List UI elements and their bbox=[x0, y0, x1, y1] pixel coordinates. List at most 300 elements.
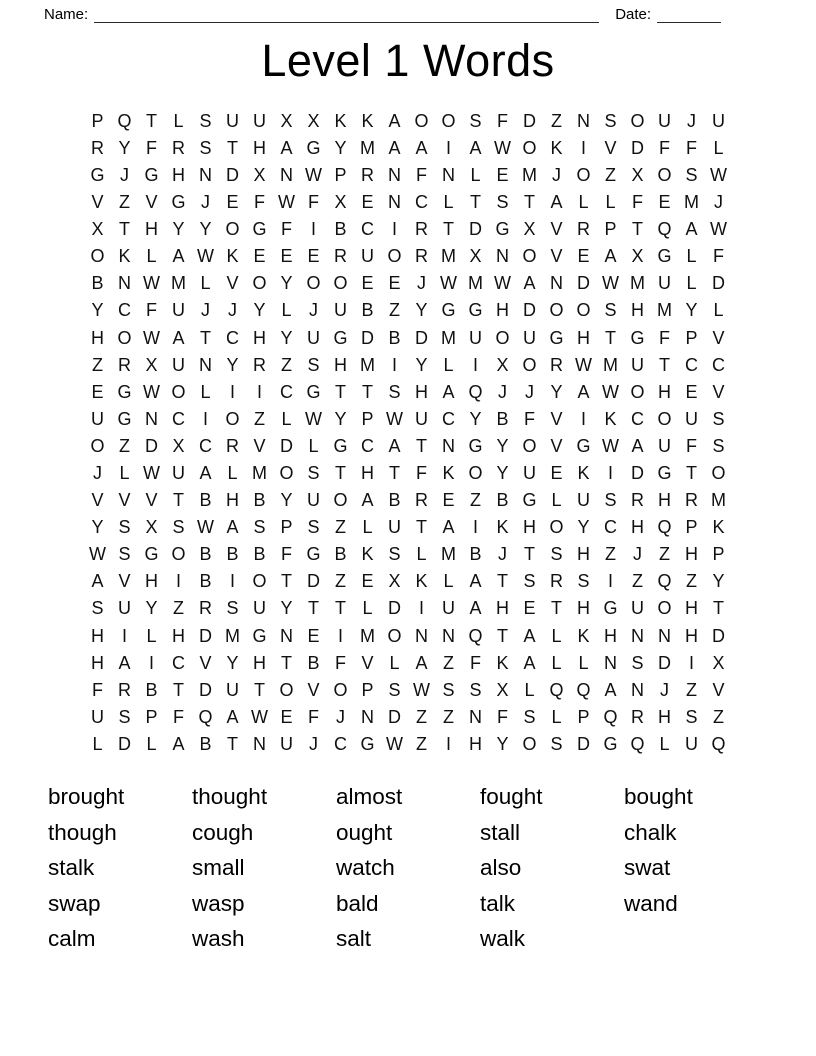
grid-letter: L bbox=[443, 571, 454, 592]
grid-letter: L bbox=[524, 679, 535, 700]
grid-letter: A bbox=[442, 517, 455, 538]
grid-letter: T bbox=[632, 219, 643, 240]
word-item: also bbox=[480, 855, 522, 881]
grid-letter: A bbox=[388, 435, 401, 456]
grid-letter: S bbox=[307, 517, 320, 538]
grid-letter: J bbox=[417, 273, 426, 294]
grid-letter: S bbox=[604, 110, 617, 131]
word-list-column bbox=[48, 779, 192, 957]
grid-letter: W bbox=[143, 327, 160, 348]
grid-letter: A bbox=[361, 490, 374, 511]
grid-letter: I bbox=[418, 598, 424, 619]
grid-letter: Z bbox=[659, 544, 670, 565]
grid-letter: H bbox=[523, 517, 536, 538]
word-item: bought bbox=[624, 784, 693, 809]
grid-letter: L bbox=[281, 408, 292, 429]
grid-letter: H bbox=[91, 327, 104, 348]
grid-letter: Y bbox=[226, 652, 239, 673]
grid-letter: X bbox=[496, 679, 509, 700]
grid-letter: I bbox=[472, 517, 478, 538]
grid-letter: O bbox=[630, 381, 645, 402]
grid-letter: N bbox=[577, 110, 590, 131]
grid-letter: U bbox=[172, 354, 185, 375]
grid-letter: H bbox=[253, 652, 266, 673]
grid-letter: T bbox=[524, 544, 535, 565]
grid-letter: A bbox=[523, 625, 536, 646]
grid-letter: E bbox=[226, 192, 239, 213]
grid-letter: T bbox=[416, 517, 427, 538]
grid-letter: G bbox=[306, 137, 321, 158]
grid-letter: P bbox=[145, 706, 158, 727]
grid-letter: W bbox=[251, 706, 268, 727]
grid-letter: H bbox=[145, 219, 158, 240]
grid-letter: A bbox=[415, 652, 428, 673]
date-fill-line bbox=[657, 6, 721, 23]
word-list bbox=[48, 779, 816, 957]
grid-letter: S bbox=[388, 679, 401, 700]
grid-letter: L bbox=[362, 517, 373, 538]
grid-letter: X bbox=[523, 219, 536, 240]
word-item: brought bbox=[48, 784, 125, 809]
grid-letter: Z bbox=[119, 192, 130, 213]
grid-letter: U bbox=[253, 598, 266, 619]
word-item: almost bbox=[336, 784, 403, 809]
grid-letter: N bbox=[118, 273, 131, 294]
grid-letter: K bbox=[442, 463, 455, 484]
grid-letter: D bbox=[199, 679, 212, 700]
grid-letter: K bbox=[361, 110, 374, 131]
word-item: bald bbox=[336, 890, 379, 916]
grid-letter: U bbox=[172, 463, 185, 484]
grid-letter: Q bbox=[630, 733, 645, 754]
grid-letter: D bbox=[145, 435, 158, 456]
grid-letter: G bbox=[117, 381, 132, 402]
grid-letter: E bbox=[550, 463, 563, 484]
grid-letter: D bbox=[631, 463, 644, 484]
grid-letter: G bbox=[333, 435, 348, 456]
grid-letter: R bbox=[226, 435, 239, 456]
grid-letter: Y bbox=[496, 733, 509, 754]
word-list-column bbox=[192, 779, 336, 957]
grid-letter: N bbox=[442, 625, 455, 646]
grid-letter: Z bbox=[443, 706, 454, 727]
grid-letter: H bbox=[496, 300, 509, 321]
grid-letter: R bbox=[91, 137, 104, 158]
grid-letter: Q bbox=[117, 110, 132, 131]
grid-letter: X bbox=[280, 110, 293, 131]
word-search-grid bbox=[84, 108, 732, 758]
grid-letter: G bbox=[468, 435, 483, 456]
grid-letter: Q bbox=[198, 706, 213, 727]
grid-letter: P bbox=[604, 219, 617, 240]
grid-letter: I bbox=[175, 571, 181, 592]
grid-letter: R bbox=[415, 246, 428, 267]
grid-letter: M bbox=[657, 300, 672, 321]
grid-letter: D bbox=[631, 137, 644, 158]
grid-letter: U bbox=[91, 408, 104, 429]
grid-letter: G bbox=[522, 490, 537, 511]
grid-letter: S bbox=[604, 300, 617, 321]
grid-letter: U bbox=[469, 327, 482, 348]
grid-letter: N bbox=[442, 435, 455, 456]
grid-letter: O bbox=[576, 164, 591, 185]
grid-letter: L bbox=[416, 544, 427, 565]
grid-letter: G bbox=[90, 164, 105, 185]
grid-letter: I bbox=[337, 625, 343, 646]
grid-letter: S bbox=[118, 706, 131, 727]
grid-letter: L bbox=[146, 246, 157, 267]
grid-letter: T bbox=[335, 463, 346, 484]
grid-letter: A bbox=[550, 192, 563, 213]
grid-letter: T bbox=[173, 490, 184, 511]
grid-letter: Y bbox=[334, 137, 347, 158]
header-row bbox=[0, 0, 816, 23]
grid-letter: E bbox=[361, 192, 374, 213]
grid-letter: R bbox=[361, 164, 374, 185]
grid-letter: F bbox=[632, 192, 643, 213]
grid-letter: U bbox=[658, 110, 671, 131]
grid-letter: K bbox=[334, 110, 347, 131]
grid-letter: Z bbox=[335, 571, 346, 592]
grid-letter: E bbox=[523, 598, 536, 619]
grid-letter: Y bbox=[145, 598, 158, 619]
grid-letter: D bbox=[415, 327, 428, 348]
grid-letter: S bbox=[307, 463, 320, 484]
grid-letter: P bbox=[577, 706, 590, 727]
grid-letter: O bbox=[171, 544, 186, 565]
grid-letter: G bbox=[360, 733, 375, 754]
word-item: fought bbox=[480, 784, 543, 809]
grid-letter: V bbox=[361, 652, 374, 673]
grid-letter: S bbox=[685, 706, 698, 727]
grid-letter: I bbox=[607, 463, 613, 484]
grid-letter: Y bbox=[280, 273, 293, 294]
grid-letter: G bbox=[252, 625, 267, 646]
grid-letter: L bbox=[200, 381, 211, 402]
grid-letter: T bbox=[200, 327, 211, 348]
grid-letter: M bbox=[684, 192, 699, 213]
grid-letter: N bbox=[388, 192, 401, 213]
grid-letter: B bbox=[145, 679, 158, 700]
grid-letter: T bbox=[281, 652, 292, 673]
grid-letter: W bbox=[494, 137, 511, 158]
grid-letter: X bbox=[631, 164, 644, 185]
grid-letter: A bbox=[226, 706, 239, 727]
grid-letter: L bbox=[92, 733, 103, 754]
grid-letter: U bbox=[307, 327, 320, 348]
word-item: watch bbox=[336, 855, 395, 881]
grid-letter: G bbox=[549, 327, 564, 348]
word-item: thought bbox=[192, 784, 268, 809]
grid-letter: O bbox=[171, 381, 186, 402]
grid-letter: S bbox=[523, 706, 536, 727]
grid-letter: G bbox=[657, 463, 672, 484]
grid-letter: A bbox=[226, 517, 239, 538]
grid-letter: I bbox=[229, 571, 235, 592]
grid-letter: U bbox=[307, 490, 320, 511]
grid-letter: Y bbox=[685, 300, 698, 321]
grid-letter: S bbox=[442, 679, 455, 700]
grid-letter: Z bbox=[605, 164, 616, 185]
grid-letter: R bbox=[172, 137, 185, 158]
grid-letter: B bbox=[496, 490, 509, 511]
grid-letter: T bbox=[389, 463, 400, 484]
grid-letter: T bbox=[605, 327, 616, 348]
word-item: though bbox=[48, 819, 117, 845]
grid-letter: R bbox=[631, 706, 644, 727]
grid-letter: L bbox=[686, 246, 697, 267]
grid-letter: H bbox=[415, 381, 428, 402]
grid-letter: R bbox=[415, 219, 428, 240]
grid-letter: N bbox=[469, 706, 482, 727]
grid-letter: Z bbox=[92, 354, 103, 375]
grid-letter: W bbox=[413, 679, 430, 700]
grid-letter: O bbox=[387, 246, 402, 267]
grid-letter: S bbox=[118, 544, 131, 565]
grid-letter: L bbox=[578, 652, 589, 673]
grid-letter: O bbox=[549, 517, 564, 538]
grid-letter: O bbox=[225, 408, 240, 429]
word-item: cough bbox=[192, 819, 254, 845]
grid-letter: H bbox=[226, 490, 239, 511]
grid-letter: R bbox=[334, 246, 347, 267]
grid-letter: B bbox=[199, 571, 212, 592]
grid-letter: B bbox=[334, 219, 347, 240]
grid-letter: H bbox=[172, 625, 185, 646]
grid-letter: A bbox=[523, 273, 536, 294]
grid-letter: Y bbox=[199, 219, 212, 240]
grid-letter: A bbox=[577, 381, 590, 402]
grid-letter: C bbox=[361, 219, 374, 240]
grid-letter: H bbox=[577, 327, 590, 348]
word-list-column bbox=[480, 779, 624, 957]
grid-letter: D bbox=[280, 435, 293, 456]
grid-letter: J bbox=[498, 544, 507, 565]
grid-letter: A bbox=[469, 571, 482, 592]
grid-letter: V bbox=[145, 490, 158, 511]
grid-letter: A bbox=[604, 246, 617, 267]
grid-letter: W bbox=[602, 273, 619, 294]
grid-letter: J bbox=[498, 381, 507, 402]
grid-letter: F bbox=[92, 679, 103, 700]
grid-letter: O bbox=[279, 679, 294, 700]
grid-letter: F bbox=[308, 192, 319, 213]
grid-letter: P bbox=[361, 408, 374, 429]
grid-letter: U bbox=[118, 598, 131, 619]
grid-letter: I bbox=[688, 652, 694, 673]
grid-letter: H bbox=[496, 598, 509, 619]
grid-letter: Z bbox=[470, 490, 481, 511]
grid-letter: K bbox=[496, 517, 509, 538]
grid-letter: L bbox=[686, 273, 697, 294]
grid-letter: Z bbox=[281, 354, 292, 375]
grid-letter: N bbox=[280, 164, 293, 185]
grid-letter: T bbox=[335, 598, 346, 619]
grid-letter: I bbox=[148, 652, 154, 673]
grid-letter: Z bbox=[335, 517, 346, 538]
grid-letter: T bbox=[713, 598, 724, 619]
grid-letter: A bbox=[523, 652, 536, 673]
grid-letter: H bbox=[685, 598, 698, 619]
grid-letter: X bbox=[334, 192, 347, 213]
grid-letter: P bbox=[685, 517, 698, 538]
grid-letter: E bbox=[388, 273, 401, 294]
grid-letter: H bbox=[469, 733, 482, 754]
grid-letter: A bbox=[172, 246, 185, 267]
grid-letter: I bbox=[121, 625, 127, 646]
grid-letter: Y bbox=[280, 327, 293, 348]
grid-letter: Z bbox=[632, 571, 643, 592]
grid-letter: L bbox=[146, 733, 157, 754]
grid-letter: M bbox=[630, 273, 645, 294]
grid-letter: M bbox=[225, 625, 240, 646]
grid-letter: R bbox=[118, 679, 131, 700]
grid-letter: N bbox=[415, 625, 428, 646]
grid-letter: J bbox=[525, 381, 534, 402]
grid-letter: S bbox=[631, 652, 644, 673]
grid-letter: Y bbox=[577, 517, 590, 538]
grid-letter: J bbox=[309, 300, 318, 321]
grid-letter: V bbox=[91, 192, 104, 213]
grid-letter: K bbox=[496, 652, 509, 673]
grid-letter: V bbox=[550, 408, 563, 429]
word-list-column bbox=[336, 779, 480, 957]
word-list-column bbox=[624, 779, 768, 957]
grid-letter: S bbox=[550, 733, 563, 754]
grid-letter: N bbox=[361, 706, 374, 727]
grid-letter: A bbox=[388, 110, 401, 131]
grid-letter: I bbox=[580, 408, 586, 429]
grid-letter: G bbox=[306, 544, 321, 565]
grid-letter: O bbox=[252, 571, 267, 592]
grid-letter: H bbox=[334, 354, 347, 375]
grid-letter: F bbox=[713, 246, 724, 267]
word-item: wand bbox=[624, 890, 678, 916]
grid-letter: D bbox=[388, 706, 401, 727]
grid-letter: G bbox=[630, 327, 645, 348]
word-item: wasp bbox=[192, 890, 245, 916]
grid-letter: S bbox=[199, 110, 212, 131]
grid-letter: S bbox=[388, 381, 401, 402]
grid-letter: O bbox=[225, 219, 240, 240]
grid-letter: Q bbox=[603, 706, 618, 727]
grid-letter: L bbox=[200, 273, 211, 294]
grid-letter: E bbox=[307, 625, 320, 646]
grid-letter: S bbox=[253, 517, 266, 538]
grid-letter: V bbox=[145, 192, 158, 213]
grid-letter: A bbox=[631, 435, 644, 456]
grid-letter: K bbox=[604, 408, 617, 429]
word-item: ought bbox=[336, 819, 393, 845]
grid-letter: O bbox=[522, 435, 537, 456]
grid-letter: Q bbox=[549, 679, 564, 700]
grid-letter: T bbox=[173, 679, 184, 700]
grid-letter: B bbox=[91, 273, 104, 294]
grid-letter: T bbox=[227, 733, 238, 754]
grid-letter: S bbox=[226, 598, 239, 619]
grid-letter: P bbox=[334, 164, 347, 185]
grid-letter: Y bbox=[469, 408, 482, 429]
grid-letter: L bbox=[551, 706, 562, 727]
grid-letter: V bbox=[604, 137, 617, 158]
grid-letter: E bbox=[442, 490, 455, 511]
grid-letter: P bbox=[280, 517, 293, 538]
grid-letter: N bbox=[145, 408, 158, 429]
grid-letter: L bbox=[146, 625, 157, 646]
grid-letter: O bbox=[522, 137, 537, 158]
grid-letter: G bbox=[306, 381, 321, 402]
grid-letter: X bbox=[145, 354, 158, 375]
grid-letter: K bbox=[577, 463, 590, 484]
grid-letter: V bbox=[712, 381, 725, 402]
grid-letter: O bbox=[333, 273, 348, 294]
grid-letter: I bbox=[202, 408, 208, 429]
grid-letter: J bbox=[660, 679, 669, 700]
grid-letter: H bbox=[658, 490, 671, 511]
grid-letter: Y bbox=[253, 300, 266, 321]
grid-letter: H bbox=[658, 381, 671, 402]
grid-letter: M bbox=[603, 354, 618, 375]
grid-letter: O bbox=[630, 110, 645, 131]
grid-letter: D bbox=[523, 300, 536, 321]
grid-letter: C bbox=[199, 435, 212, 456]
grid-letter: D bbox=[118, 733, 131, 754]
grid-letter: M bbox=[171, 273, 186, 294]
grid-letter: H bbox=[253, 327, 266, 348]
grid-letter: G bbox=[468, 300, 483, 321]
grid-letter: W bbox=[197, 246, 214, 267]
grid-letter: M bbox=[360, 354, 375, 375]
grid-letter: R bbox=[550, 571, 563, 592]
grid-letter: K bbox=[361, 544, 374, 565]
grid-letter: O bbox=[333, 679, 348, 700]
grid-letter: O bbox=[441, 110, 456, 131]
grid-letter: C bbox=[442, 408, 455, 429]
grid-letter: Y bbox=[712, 571, 725, 592]
grid-letter: L bbox=[551, 490, 562, 511]
grid-letter: W bbox=[602, 381, 619, 402]
grid-letter: O bbox=[522, 733, 537, 754]
grid-letter: N bbox=[604, 652, 617, 673]
grid-letter: C bbox=[334, 733, 347, 754]
grid-letter: M bbox=[441, 327, 456, 348]
grid-letter: V bbox=[199, 652, 212, 673]
grid-letter: C bbox=[712, 354, 725, 375]
grid-letter: U bbox=[685, 733, 698, 754]
grid-letter: S bbox=[496, 192, 509, 213]
grid-letter: O bbox=[495, 327, 510, 348]
grid-letter: L bbox=[389, 652, 400, 673]
grid-letter: D bbox=[712, 273, 725, 294]
grid-letter: C bbox=[685, 354, 698, 375]
grid-letter: F bbox=[146, 300, 157, 321]
grid-letter: H bbox=[172, 164, 185, 185]
grid-letter: S bbox=[172, 517, 185, 538]
grid-letter: T bbox=[335, 381, 346, 402]
grid-letter: S bbox=[469, 110, 482, 131]
grid-letter: R bbox=[415, 490, 428, 511]
grid-letter: V bbox=[712, 679, 725, 700]
grid-letter: O bbox=[252, 273, 267, 294]
grid-letter: A bbox=[172, 733, 185, 754]
grid-letter: Y bbox=[118, 137, 131, 158]
grid-letter: L bbox=[578, 192, 589, 213]
grid-letter: S bbox=[604, 490, 617, 511]
name-fill-line bbox=[94, 6, 599, 23]
grid-letter: O bbox=[522, 246, 537, 267]
grid-letter: C bbox=[361, 435, 374, 456]
grid-letter: N bbox=[658, 625, 671, 646]
